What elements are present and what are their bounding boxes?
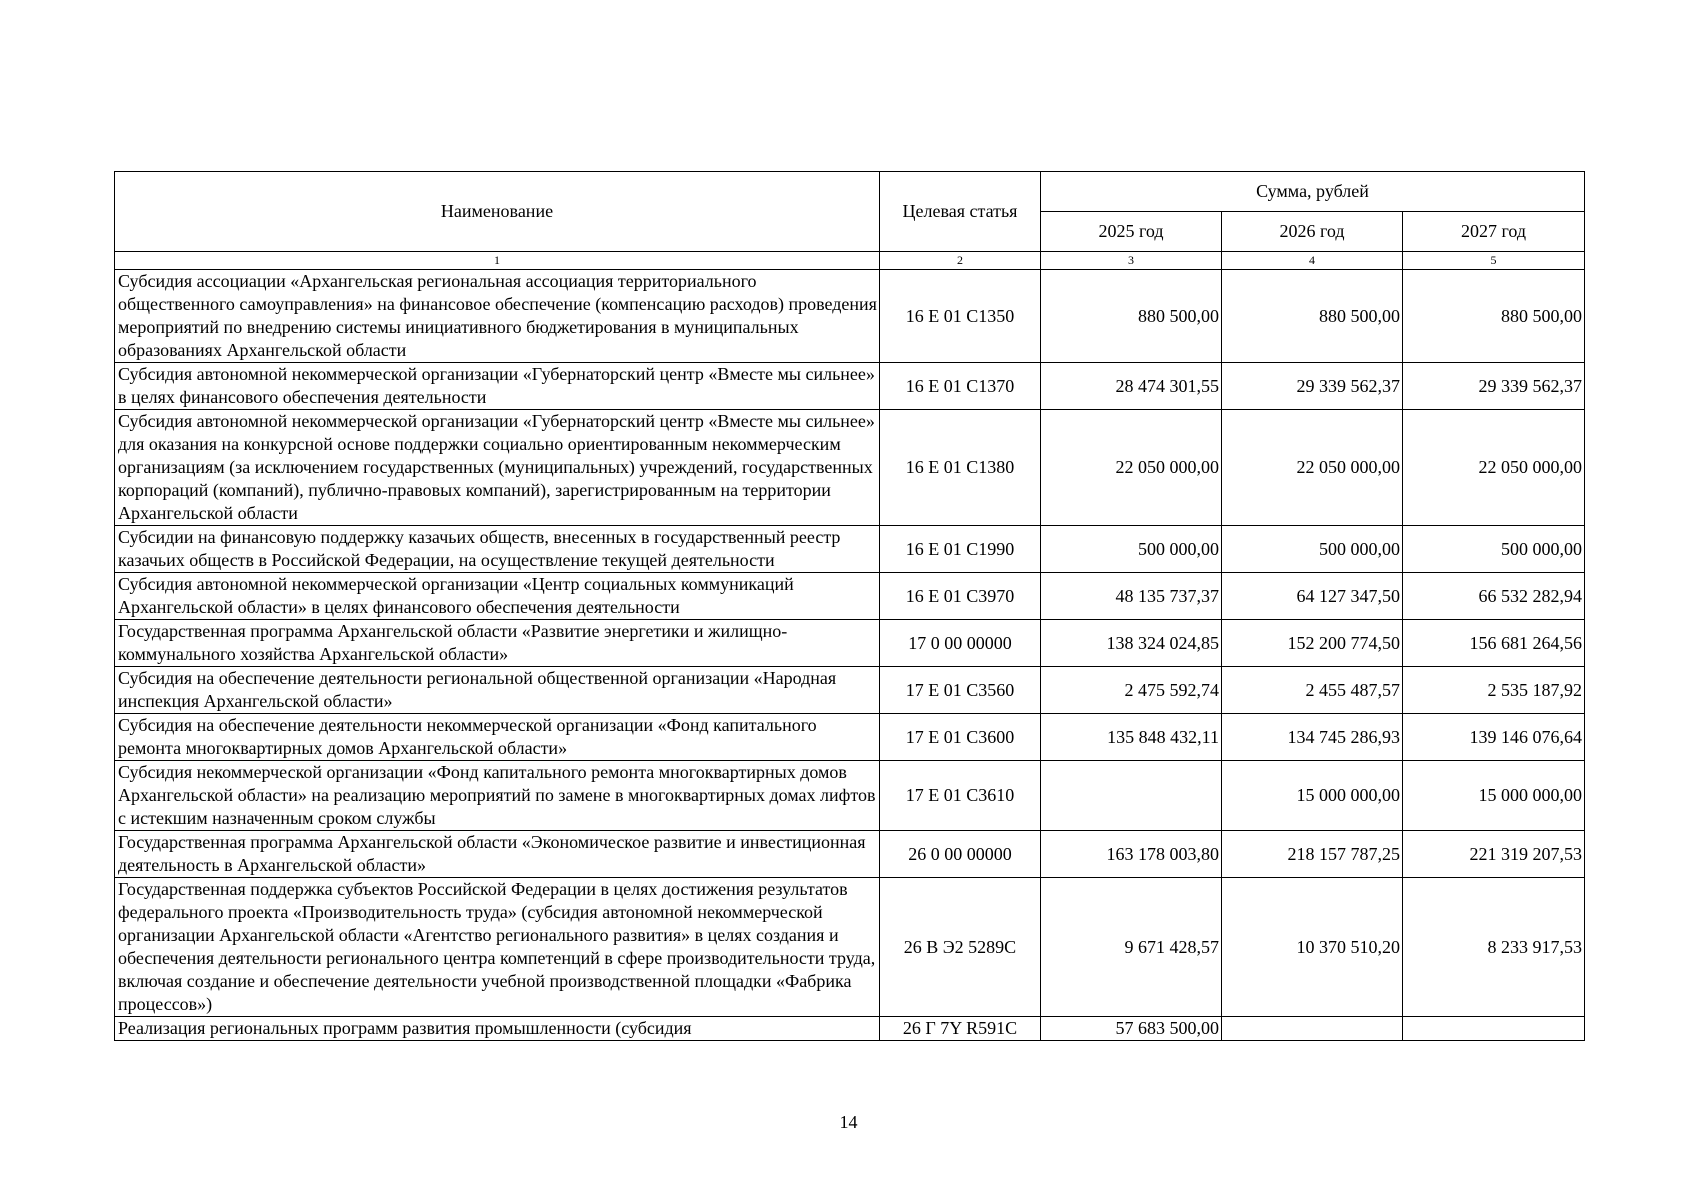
row-name: Государственная программа Архангельской области «Экономическое развитие и инвестиционная деятельность в Архангельской области»	[115, 831, 880, 878]
row-name: Субсидия на обеспечение деятельности некоммерческой организации «Фонд капитального ремонта многоквартирных домов Архангельской области»	[115, 714, 880, 761]
row-name: Субсидия автономной некоммерческой организации «Губернаторский центр «Вместе мы сильнее» для оказания на конкурсной основе поддержки социально ориентированным некоммерческим организациям (за исключением государственных (муниципальных) учреждений, государственных корпораций (компаний), публично-правовых компаний), зарегистрированным на территории Архангельской области	[115, 410, 880, 526]
table-row	[115, 878, 1585, 1017]
row-sum-2025: 500 000,00	[1041, 526, 1222, 573]
row-sum-2026: 500 000,00	[1222, 526, 1403, 573]
row-sum-2027: 15 000 000,00	[1403, 761, 1585, 831]
row-sum-2025: 880 500,00	[1041, 270, 1222, 363]
row-sum-2025: 135 848 432,11	[1041, 714, 1222, 761]
row-code: 17 Е 01 С3560	[880, 667, 1041, 714]
header-year-2026: 2026 год	[1222, 212, 1403, 252]
row-code: 16 Е 01 С3970	[880, 573, 1041, 620]
table-row	[115, 573, 1585, 620]
row-sum-2027: 8 233 917,53	[1403, 878, 1585, 1017]
row-sum-2026: 134 745 286,93	[1222, 714, 1403, 761]
row-sum-2027	[1403, 1017, 1585, 1041]
page-number: 14	[839, 1112, 858, 1132]
row-code: 16 Е 01 С1380	[880, 410, 1041, 526]
header-row-top	[115, 172, 1585, 212]
row-sum-2027: 22 050 000,00	[1403, 410, 1585, 526]
column-number: 3	[1041, 252, 1222, 270]
row-sum-2025: 138 324 024,85	[1041, 620, 1222, 667]
table-row	[115, 270, 1585, 363]
row-sum-2025: 48 135 737,37	[1041, 573, 1222, 620]
row-sum-2027: 156 681 264,56	[1403, 620, 1585, 667]
row-sum-2026	[1222, 1017, 1403, 1041]
column-number: 5	[1403, 252, 1585, 270]
row-sum-2027: 139 146 076,64	[1403, 714, 1585, 761]
table-row	[115, 667, 1585, 714]
table-row	[115, 526, 1585, 573]
column-numbers-row	[115, 252, 1585, 270]
row-name: Субсидия ассоциации «Архангельская региональная ассоциация территориального общественного самоуправления» на финансовое обеспечение (компенсацию расходов) проведения мероприятий по внедрению системы инициативного бюджетирования в муниципальных образованиях Архангельской области	[115, 270, 880, 363]
row-name: Реализация региональных программ развития промышленности (субсидия	[115, 1017, 880, 1041]
row-sum-2027: 2 535 187,92	[1403, 667, 1585, 714]
header-year-2027: 2027 год	[1403, 212, 1585, 252]
row-code: 16 Е 01 С1370	[880, 363, 1041, 410]
column-number: 1	[115, 252, 880, 270]
table-row	[115, 363, 1585, 410]
table-row	[115, 1017, 1585, 1041]
row-name: Субсидия автономной некоммерческой организации «Центр социальных коммуникаций Архангельской области» в целях финансового обеспечения деятельности	[115, 573, 880, 620]
row-sum-2026: 22 050 000,00	[1222, 410, 1403, 526]
row-code: 26 В Э2 5289С	[880, 878, 1041, 1017]
header-name: Наименование	[115, 172, 880, 252]
table-row	[115, 714, 1585, 761]
row-code: 16 Е 01 С1990	[880, 526, 1041, 573]
row-name: Государственная поддержка субъектов Российской Федерации в целях достижения результатов федерального проекта «Производительность труда» (субсидия автономной некоммерческой организации Архангельской области «Агентство регионального развития» в целях создания и обеспечения деятельности регионального центра компетенций в сфере производительности труда, включая создание и обеспечение деятельности учебной производственной площадки «Фабрика процессов»)	[115, 878, 880, 1017]
row-sum-2025: 9 671 428,57	[1041, 878, 1222, 1017]
row-sum-2027: 880 500,00	[1403, 270, 1585, 363]
row-name: Субсидия на обеспечение деятельности региональной общественной организации «Народная инспекция Архангельской области»	[115, 667, 880, 714]
row-sum-2025: 163 178 003,80	[1041, 831, 1222, 878]
table-row	[115, 761, 1585, 831]
row-name: Государственная программа Архангельской области «Развитие энергетики и жилищно-коммунального хозяйства Архангельской области»	[115, 620, 880, 667]
row-code: 26 Г 7Y R591C	[880, 1017, 1041, 1041]
budget-table	[114, 171, 1585, 1041]
row-code: 17 Е 01 С3610	[880, 761, 1041, 831]
row-sum-2026: 10 370 510,20	[1222, 878, 1403, 1017]
table-header	[115, 172, 1585, 270]
row-code: 26 0 00 00000	[880, 831, 1041, 878]
header-sum: Сумма, рублей	[1041, 172, 1585, 212]
row-name: Субсидии на финансовую поддержку казачьих обществ, внесенных в государственный реестр казачьих обществ в Российской Федерации, на осуществление текущей деятельности	[115, 526, 880, 573]
row-sum-2026: 880 500,00	[1222, 270, 1403, 363]
row-sum-2026: 152 200 774,50	[1222, 620, 1403, 667]
row-sum-2027: 66 532 282,94	[1403, 573, 1585, 620]
header-year-2025: 2025 год	[1041, 212, 1222, 252]
row-code: 17 Е 01 С3600	[880, 714, 1041, 761]
column-number: 4	[1222, 252, 1403, 270]
row-sum-2025: 57 683 500,00	[1041, 1017, 1222, 1041]
table-body	[115, 270, 1585, 1041]
row-sum-2025: 2 475 592,74	[1041, 667, 1222, 714]
row-sum-2026: 15 000 000,00	[1222, 761, 1403, 831]
row-sum-2026: 64 127 347,50	[1222, 573, 1403, 620]
row-sum-2025: 22 050 000,00	[1041, 410, 1222, 526]
header-code: Целевая статья	[880, 172, 1041, 252]
table-row	[115, 410, 1585, 526]
row-sum-2027: 29 339 562,37	[1403, 363, 1585, 410]
row-sum-2026: 218 157 787,25	[1222, 831, 1403, 878]
row-sum-2027: 221 319 207,53	[1403, 831, 1585, 878]
column-number: 2	[880, 252, 1041, 270]
row-sum-2026: 29 339 562,37	[1222, 363, 1403, 410]
row-sum-2025: 28 474 301,55	[1041, 363, 1222, 410]
row-sum-2026: 2 455 487,57	[1222, 667, 1403, 714]
table-row	[115, 831, 1585, 878]
row-name: Субсидия автономной некоммерческой организации «Губернаторский центр «Вместе мы сильнее» в целях финансового обеспечения деятельности	[115, 363, 880, 410]
row-name: Субсидия некоммерческой организации «Фонд капитального ремонта многоквартирных домов Архангельской области» на реализацию мероприятий по замене в многоквартирных домах лифтов с истекшим назначенным сроком службы	[115, 761, 880, 831]
row-code: 16 Е 01 С1350	[880, 270, 1041, 363]
row-sum-2025	[1041, 761, 1222, 831]
row-sum-2027: 500 000,00	[1403, 526, 1585, 573]
table-row	[115, 620, 1585, 667]
row-code: 17 0 00 00000	[880, 620, 1041, 667]
